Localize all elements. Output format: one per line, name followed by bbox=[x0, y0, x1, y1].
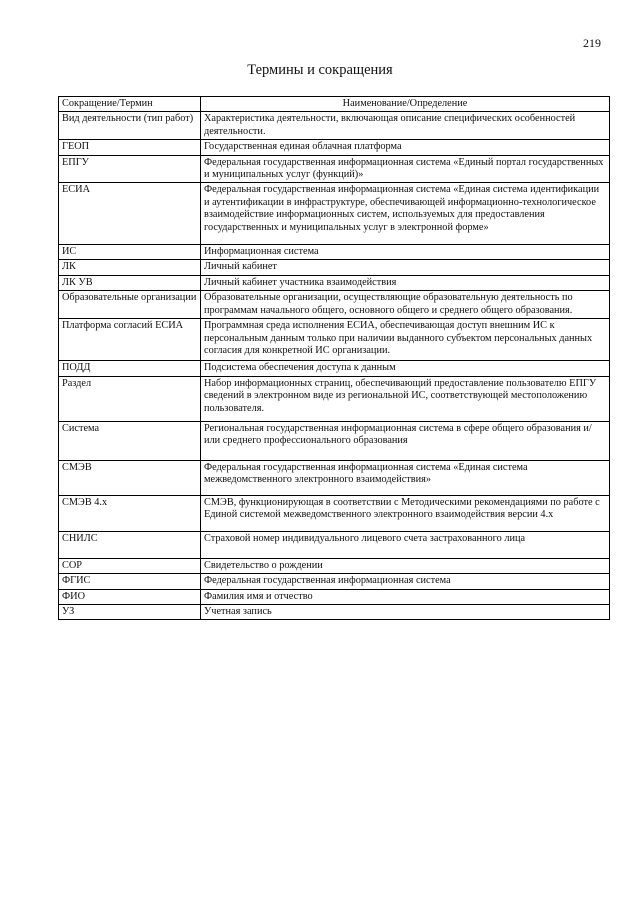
definition-cell: Программная среда исполнения ЕСИА, обеспечивающая доступ внешним ИС к персональным данным только при наличии выданного субъектом персональных данных согласия для конкретной ИС организации. bbox=[201, 319, 610, 361]
term-cell: ГЕОП bbox=[59, 140, 201, 155]
table-row bbox=[59, 460, 610, 495]
table-row bbox=[59, 291, 610, 319]
term-cell: ЛК УВ bbox=[59, 275, 201, 290]
term-cell: Система bbox=[59, 421, 201, 460]
table-row bbox=[59, 319, 610, 361]
definition-cell: Образовательные организации, осуществляющие образовательную деятельность по программам начального общего, основного общего и среднего общего образования. bbox=[201, 291, 610, 319]
definition-cell: Набор информационных страниц, обеспечивающий предоставление пользователю ЕПГУ сведений в электронном виде из региональной ИС, соответствующей местоположению пользователя. bbox=[201, 376, 610, 421]
header-definition: Наименование/Определение bbox=[201, 97, 610, 112]
table-row bbox=[59, 495, 610, 532]
terms-table bbox=[58, 96, 610, 620]
definition-cell: Личный кабинет bbox=[201, 260, 610, 275]
term-cell: ПОДД bbox=[59, 361, 201, 376]
term-cell: ЛК bbox=[59, 260, 201, 275]
table-row bbox=[59, 183, 610, 245]
term-cell: Образовательные организации bbox=[59, 291, 201, 319]
definition-cell: Федеральная государственная информационная система «Единая система идентификации и аутентификации в инфраструктуре, обеспечивающей информационно-технологическое взаимодействие информационных систем, используемых для предоставления государственных и муниципальных услуг в электронной форме» bbox=[201, 183, 610, 245]
definition-cell: Страховой номер индивидуального лицевого счета застрахованного лица bbox=[201, 532, 610, 558]
term-cell: Вид деятельности (тип работ) bbox=[59, 112, 201, 140]
term-cell: ЕПГУ bbox=[59, 155, 201, 183]
table-row bbox=[59, 361, 610, 376]
definition-cell: Свидетельство о рождении bbox=[201, 558, 610, 573]
term-cell: ФИО bbox=[59, 589, 201, 604]
term-cell: СМЭВ bbox=[59, 460, 201, 495]
definition-cell: Характеристика деятельности, включающая описание специфических особенностей деятельности. bbox=[201, 112, 610, 140]
table-row bbox=[59, 605, 610, 620]
definition-cell: Фамилия имя и отчество bbox=[201, 589, 610, 604]
table-row bbox=[59, 245, 610, 260]
term-cell: ИС bbox=[59, 245, 201, 260]
term-cell: ЕСИА bbox=[59, 183, 201, 245]
table-row bbox=[59, 574, 610, 589]
definition-cell: Региональная государственная информационная система в сфере общего образования и/или среднего профессионального образования bbox=[201, 421, 610, 460]
definition-cell: Федеральная государственная информационная система «Единый портал государственных и муниципальных услуг (функций)» bbox=[201, 155, 610, 183]
definition-cell: Федеральная государственная информационная система bbox=[201, 574, 610, 589]
table-row bbox=[59, 421, 610, 460]
page-number: 219 bbox=[583, 36, 601, 50]
term-cell: СНИЛС bbox=[59, 532, 201, 558]
table-row bbox=[59, 589, 610, 604]
term-cell: СОР bbox=[59, 558, 201, 573]
definition-cell: Подсистема обеспечения доступа к данным bbox=[201, 361, 610, 376]
table-row bbox=[59, 275, 610, 290]
table-row bbox=[59, 112, 610, 140]
page-title: Термины и сокращения bbox=[247, 62, 393, 78]
definition-cell: Государственная единая облачная платформа bbox=[201, 140, 610, 155]
header-term: Сокращение/Термин bbox=[59, 97, 201, 112]
definition-cell: Личный кабинет участника взаимодействия bbox=[201, 275, 610, 290]
term-cell: СМЭВ 4.х bbox=[59, 495, 201, 532]
table-row bbox=[59, 558, 610, 573]
table-row bbox=[59, 155, 610, 183]
table-row bbox=[59, 260, 610, 275]
term-cell: Платформа согласий ЕСИА bbox=[59, 319, 201, 361]
definition-cell: Учетная запись bbox=[201, 605, 610, 620]
definition-cell: Информационная система bbox=[201, 245, 610, 260]
definition-cell: СМЭВ, функционирующая в соответствии с Методическими рекомендациями по работе с Единой системой межведомственного электронного взаимодействия версии 4.х bbox=[201, 495, 610, 532]
table-row bbox=[59, 532, 610, 558]
table-row bbox=[59, 376, 610, 421]
term-cell: ФГИС bbox=[59, 574, 201, 589]
definition-cell: Федеральная государственная информационная система «Единая система межведомственного электронного взаимодействия» bbox=[201, 460, 610, 495]
table-row bbox=[59, 140, 610, 155]
term-cell: Раздел bbox=[59, 376, 201, 421]
table-header-row bbox=[59, 97, 610, 112]
term-cell: УЗ bbox=[59, 605, 201, 620]
